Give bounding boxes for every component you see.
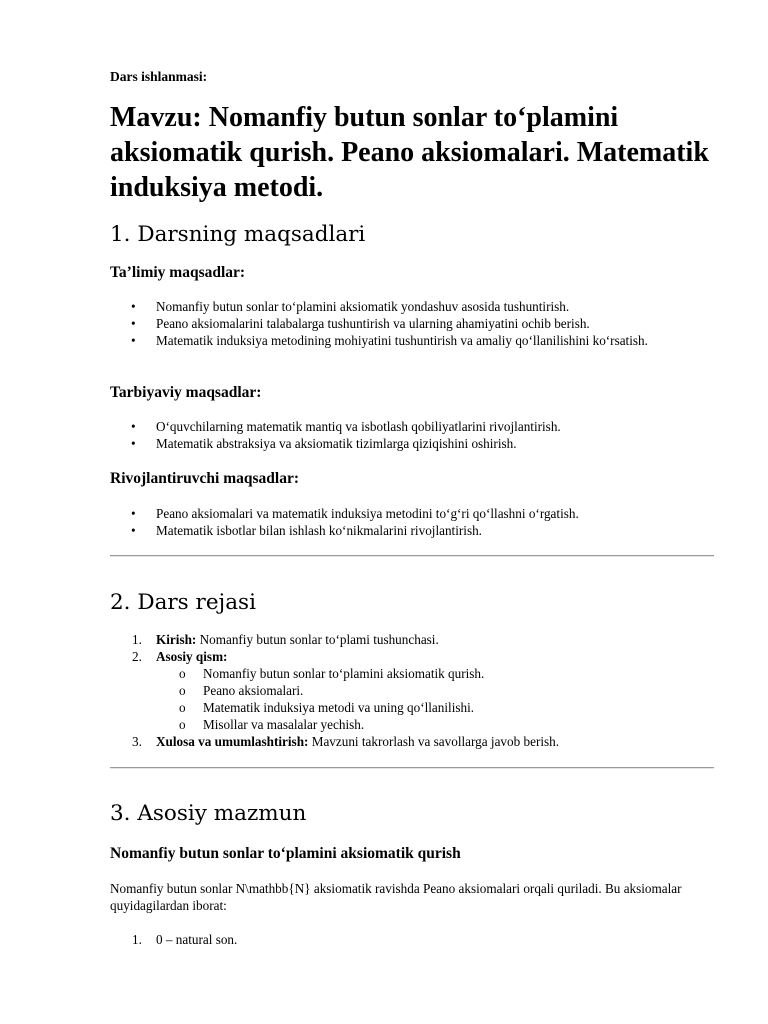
item-text: Mavzuni takrorlash va savollarga javob berish. [308, 734, 560, 749]
section-3-subheading: Nomanfiy butun sonlar to‘plamini aksiomatik qurish [110, 845, 461, 862]
list-item [110, 733, 714, 750]
item-bold-label: Asosiy qism: [156, 649, 228, 664]
item-number: 1. [132, 632, 142, 647]
divider [110, 767, 714, 769]
list-item [110, 931, 714, 948]
talimiy-heading: Ta’limiy maqsadlar: [110, 264, 246, 281]
section-2-heading: 2. Dars rejasi [110, 590, 256, 615]
sub-list-item [110, 716, 714, 733]
item-bold-label: Kirish: [156, 632, 197, 647]
section-1-heading: 1. Darsning maqsadlari [110, 222, 366, 247]
item-text: Nomanfiy butun sonlar to‘plami tushunchasi. [196, 632, 439, 647]
circle-bullet-icon: o [179, 666, 186, 681]
section-3-paragraph: Nomanfiy butun sonlar N\mathbb{N} aksiomatik ravishda Peano aksiomalari orqali quriladi. Bu aksiomalar quyidagilardan iborat: [110, 881, 682, 913]
divider [110, 555, 714, 557]
section-3-heading: 3. Asosiy mazmun [110, 801, 307, 826]
rivojlantiruvchi-heading: Rivojlantiruvchi maqsadlar: [110, 470, 300, 487]
peano-axioms-list [110, 931, 714, 948]
tarbiyaviy-heading: Tarbiyaviy maqsadlar: [110, 384, 262, 401]
list-item: • Matematik induksiya metodining mohiyatini tushuntirish va amaliy qo‘llanilishini ko‘rsatish. [110, 332, 714, 349]
item-text: 0 – natural son. [156, 932, 238, 947]
list-item: • Peano aksiomalari va matematik induksiya metodini to‘g‘ri qo‘llashni o‘rgatish. [110, 505, 714, 522]
item-number: 2. [132, 649, 142, 664]
sub-item-text: Peano aksiomalari. [203, 683, 304, 698]
rivojlantiruvchi-list [110, 505, 714, 539]
list-item: • O‘quvchilarning matematik mantiq va isbotlash qobiliyatlarini rivojlantirish. [110, 418, 714, 435]
sub-list-item [110, 699, 714, 716]
list-item: • Nomanfiy butun sonlar to‘plamini aksiomatik yondashuv asosida tushuntirish. [110, 298, 714, 315]
document-label: Dars ishlanmasi: [110, 69, 208, 84]
item-number: 3. [132, 734, 142, 749]
item-number: 1. [132, 932, 142, 947]
list-item: • Matematik isbotlar bilan ishlash ko‘nikmalarini rivojlantirish. [110, 522, 714, 539]
list-item [110, 631, 714, 648]
sub-item-text: Misollar va masalalar yechish. [203, 717, 365, 732]
sub-item-text: Matematik induksiya metodi va uning qo‘llanilishi. [203, 700, 475, 715]
circle-bullet-icon: o [179, 717, 186, 732]
circle-bullet-icon: o [179, 683, 186, 698]
list-item: • Peano aksiomalarini talabalarga tushuntirish va ularning ahamiyatini ochib berish. [110, 315, 714, 332]
list-item [110, 648, 714, 665]
circle-bullet-icon: o [179, 700, 186, 715]
page-title: Mavzu: Nomanfiy butun sonlar to‘plamini aksiomatik qurish. Peano aksiomalari. Matematik induksiya metodi. [110, 102, 709, 203]
sub-item-text: Nomanfiy butun sonlar to‘plamini aksiomatik qurish. [203, 666, 485, 681]
tarbiyaviy-list [110, 418, 714, 452]
talimiy-list [110, 298, 714, 349]
item-bold-label: Xulosa va umumlashtirish: [156, 734, 309, 749]
dars-rejasi-list [110, 631, 714, 750]
sub-list-item [110, 665, 714, 682]
sub-list-item [110, 682, 714, 699]
list-item: • Matematik abstraksiya va aksiomatik tizimlarga qiziqishini oshirish. [110, 435, 714, 452]
